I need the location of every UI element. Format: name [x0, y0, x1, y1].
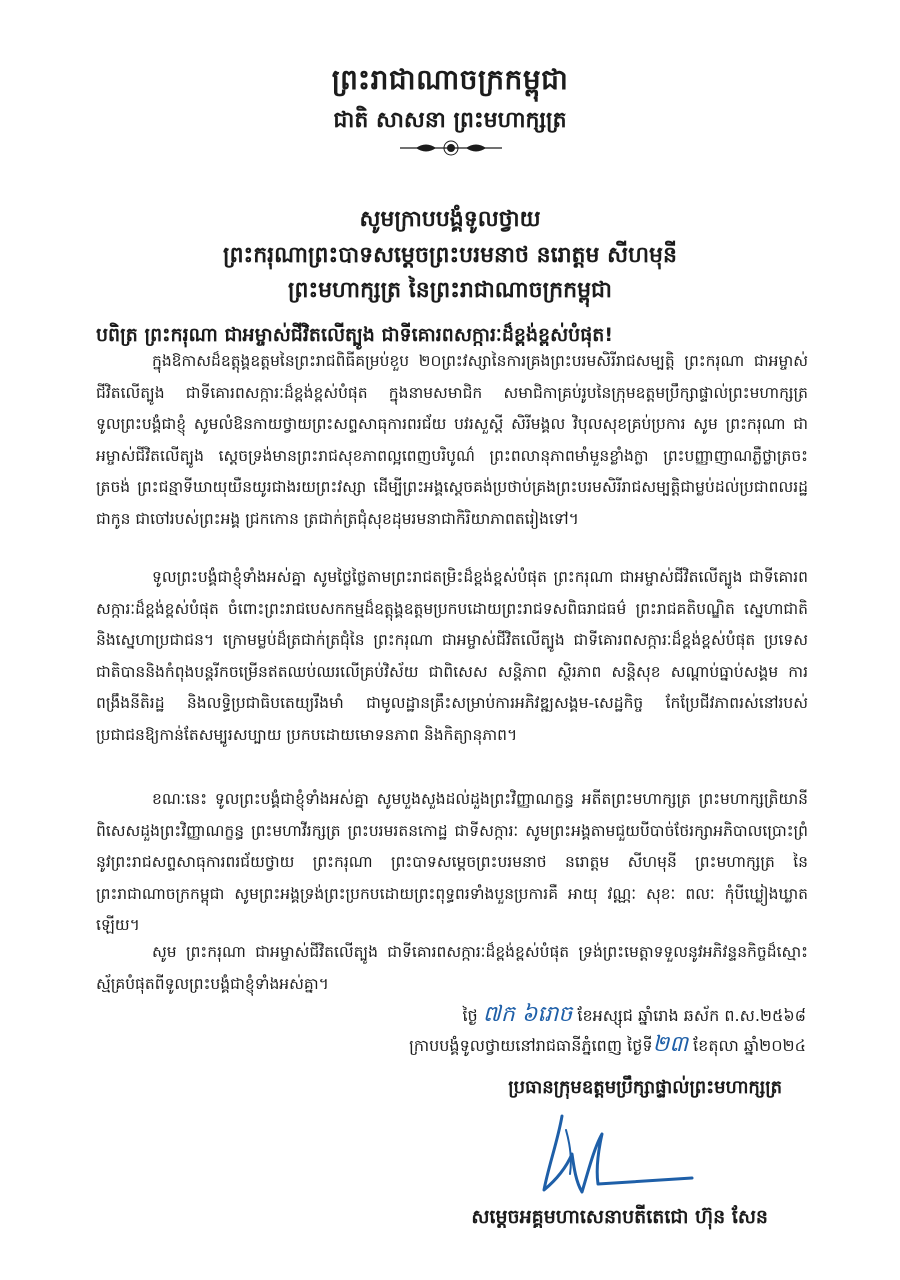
address-line-3: ព្រះមហាក្សត្រ នៃព្រះរាជាណាចក្រកម្ពុជា — [287, 278, 613, 303]
lunar-date-prefix: ថ្ងៃ — [462, 1006, 478, 1025]
body-paragraph-2: ទូលព្រះបង្គំជាខ្ញុំទាំងអស់គ្នា សូមថ្លៃថ្លៃតាមព្រះរាជតម្រិះដ៏ខ្ពង់ខ្ពស់បំផុត ព្រះករុណា ជាអម្ចាស់ជីវិតលើត្បូង ជាទីគោរពសក្ការៈដ៏ខ្ពង់ខ្ពស់បំផុត ចំពោះព្រះរាជបេសកកម្មដ៏ឧត្តុង្គឧត្តមប្រកបដោយព្រះរាជទសពិធរាជធម៌ ព្រះរាជគតិបណ្ឌិត ស្នេហាជាតិ និងស្នេហាប្រជាជន។ ក្រោមម្លប់ដ៏ត្រជាក់ត្រជុំនៃ ព្រះករុណា ជាអម្ចាស់ជីវិតលើត្បូង ជាទីគោរពសក្ការៈដ៏ខ្ពង់ខ្ពស់បំផុត ប្រទេសជាតិបាននិងកំពុងបន្តរីកចម្រើនឥតឈប់ឈរលើគ្រប់វិស័យ ជាពិសេស សន្តិភាព ស្ថិរភាព សន្តិសុខ សណ្តាប់ធ្នាប់សង្គម ការពង្រឹងនីតិរដ្ឋ និងលទ្ធិប្រជាធិបតេយ្យរឹងមាំ ជាមូលដ្ឋានគ្រឹះសម្រាប់ការអភិវឌ្ឍសង្គម-សេដ្ឋកិច្ច កែប្រែជីវភាពរស់នៅរបស់ប្រជាជនឱ្យកាន់តែសម្បូរសប្បាយ ប្រកបដោយមោទនភាព និងកិត្យានុភាព។ — [96, 568, 808, 744]
address-line-2: ព្រះករុណាព្រះបាទសម្តេចព្រះបរមនាថ នរោត្តម សីហមុនី — [223, 243, 677, 268]
kingdom-heading: ព្រះរាជាណាចក្រកម្ពុជា — [331, 63, 569, 96]
address-line-1: សូមក្រាបបង្គំទូលថ្វាយ — [359, 207, 541, 232]
handwritten-signature-icon — [536, 1110, 696, 1200]
body-paragraph-1: ក្នុងឱកាសដ៏ឧត្តុង្គឧត្តមនៃព្រះរាជពិធីគម្រប់ខួប ២០ព្រះវស្សានៃការគ្រងព្រះបរមសិរីរាជសម្បត្តិ ព្រះករុណា ជាអម្ចាស់ជីវិតលើត្បូង ជាទីគោរពសក្ការៈដ៏ខ្ពង់ខ្ពស់បំផុត ក្នុងនាមសមាជិក សមាជិកាគ្រប់រូបនៃក្រុមឧត្តមប្រឹក្សាផ្ទាល់ព្រះមហាក្សត្រ ទូលព្រះបង្គំជាខ្ញុំ សូមលំឱនកាយថ្វាយព្រះសព្ទសាធុការពរជ័យ បវរសួស្តី សិរីមង្គល វិបុលសុខគ្រប់ប្រការ សូម ព្រះករុណា ជាអម្ចាស់ជីវិតលើត្បូង ស្តេចទ្រង់មានព្រះរាជសុខភាពល្អពេញបរិបូណ៌ ព្រះពលានុភាពមាំមួនខ្លាំងក្លា ព្រះបញ្ញាញាណភ្លឺថ្លាត្រចះត្រចង់ ព្រះជន្មាទីឃាយុយឺនយូរជាងរយព្រះវស្សា ដើម្បីព្រះអង្គស្តេចគង់ប្រថាប់គ្រងព្រះបរមសិរីរាជសម្បត្តិជាម្លប់ដល់ប្រជាពលរដ្ឋជាកូន ជាចៅរបស់ព្រះអង្គ ជ្រកកោន ត្រជាក់ត្រជុំសុខដុមរមនាជាកិរិយាភាពតរៀងទៅ។ — [96, 352, 808, 528]
body-paragraph-3: ខណៈនេះ ទូលព្រះបង្គំជាខ្ញុំទាំងអស់គ្នា សូមបួងសួងដល់ដួងព្រះវិញ្ញាណក្ខន្ធ អតីតព្រះមហាក្សត្រ ព្រះមហាក្សត្រិយានី ពិសេសដួងព្រះវិញ្ញាណក្ខន្ធ ព្រះមហាវីរក្សត្រ ព្រះបរមរតនកោដ្ឋ ជាទីសក្ការៈ សូមព្រះអង្គតាមជួយបីបាច់ថែរក្សាអភិបាលប្រោះព្រំនូវព្រះរាជសព្ទសាធុការពរជ័យថ្វាយ ព្រះករុណា ព្រះបាទសម្តេចព្រះបរមនាថ នរោត្តម សីហមុនី ព្រះមហាក្សត្រ នៃព្រះរាជាណាចក្រកម្ពុជា សូមព្រះអង្គទ្រង់ព្រះប្រកបដោយព្រះពុទ្ធពរទាំងបួនប្រការគឺ អាយុ វណ្ណៈ សុខៈ ពលៈ កុំបីឃ្លៀងឃ្លាតឡើយ។ — [96, 790, 808, 935]
lunar-date-line — [462, 1000, 806, 1032]
signer-name: សម្តេចអគ្គមហាសេនាបតីតេជោ ហ៊ុន សែន — [471, 1206, 768, 1228]
solar-date-handwritten: ២៣ — [652, 1032, 688, 1057]
ornament-divider-icon — [396, 138, 506, 158]
lunar-date-handwritten: ៧ក ៦រោច — [482, 1002, 573, 1027]
solar-date-suffix: ខែតុលា ឆ្នាំ២០២៤ — [693, 1036, 806, 1055]
solar-date-prefix: ក្រាបបង្គំទូលថ្វាយនៅរាជធានីភ្នំពេញ ថ្ងៃទី — [409, 1036, 653, 1055]
body-paragraph-4: សូម ព្រះករុណា ជាអម្ចាស់ជីវិតលើត្បូង ជាទីគោរពសក្ការៈដ៏ខ្ពង់ខ្ពស់បំផុត ទ្រង់ព្រះមេត្តាទទួលនូវអភិវន្ទនកិច្ចដ៏ស្មោះស្ម័គ្របំផុតពីទូលព្រះបង្គំជាខ្ញុំទាំងអស់គ្នា។ — [96, 943, 808, 993]
salutation: បពិត្រ ព្រះករុណា ជាអម្ចាស់ជីវិតលើត្បូង ជាទីគោរពសក្ការៈដ៏ខ្ពង់ខ្ពស់បំផុត! — [96, 324, 614, 346]
solar-date-line — [409, 1030, 806, 1062]
lunar-date-suffix: ខែអស្សុជ ឆ្នាំរោង ឆស័ក ព.ស.២៥៦៨ — [577, 1006, 806, 1025]
national-motto: ជាតិ សាសនា ព្រះមហាក្សត្រ — [333, 108, 567, 133]
signatory-title: ប្រធានក្រុមឧត្តមប្រឹក្សាផ្ទាល់ព្រះមហាក្សត្រ — [508, 1077, 782, 1098]
